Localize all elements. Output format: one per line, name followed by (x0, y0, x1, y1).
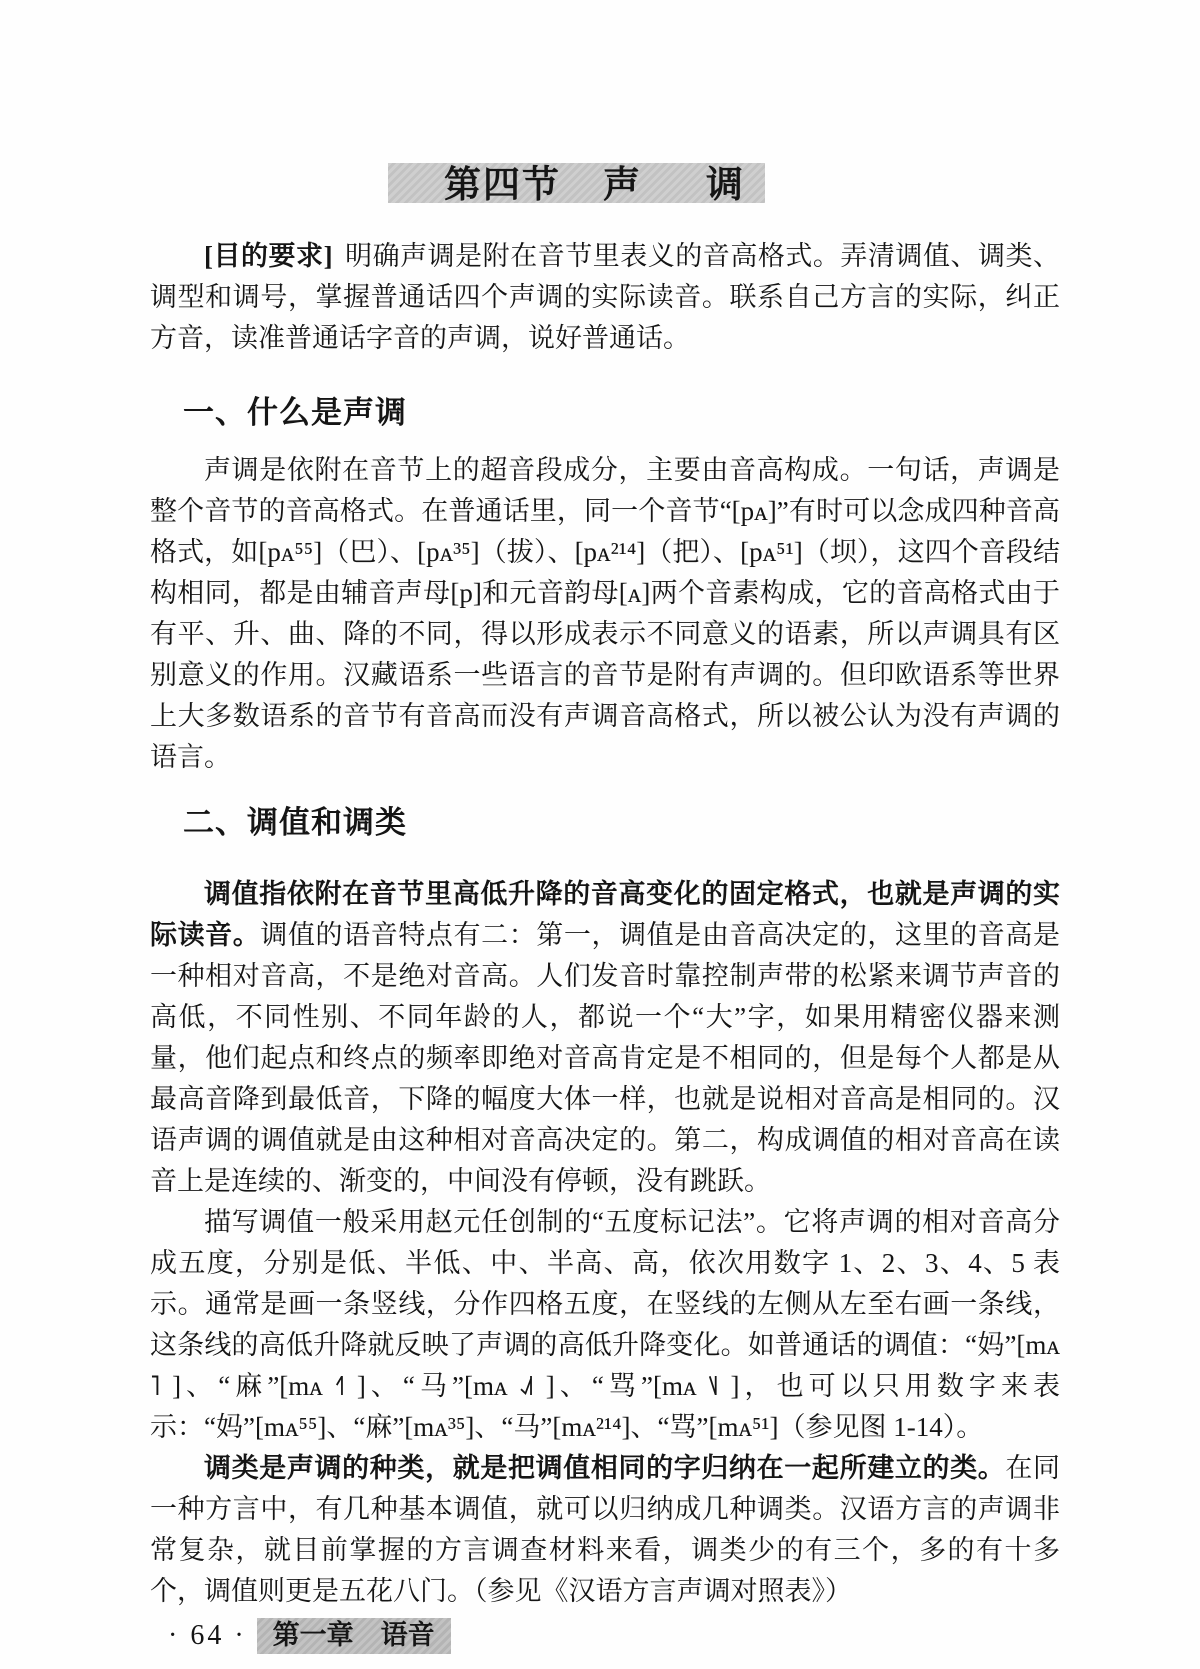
page-number: · 64 · (168, 1620, 247, 1651)
section-title-band (388, 163, 765, 206)
tone-class-definition-bold: 调类是声调的种类，就是把调值相同的字归纳在一起所建立的类。 (204, 1453, 1006, 1483)
tone-value-definition-bold: 调值指依附在音节里高低升降的音高变化的固定格式，也就是声调的实际读音。 (150, 879, 1060, 950)
title-word-diao: 调 (706, 165, 745, 206)
tone-value-rest-text: 调值的语音特点有二：第一，调值是由音高决定的，这里的音高是一种相对音高，不是绝对音高。人们发音时靠控制声带的松紧来调节声音的高低，不同性别、不同年龄的人，都说一个“大”字，如果用精密仪器来测量，他们起点和终点的频率即绝对音高肯定是不相同的，但是每个人都是从最高音降到最低音，下降的幅度大体一样，也就是说相对音高是相同的。汉语声调的调值就是由这种相对音高决定的。第二，构成调值的相对音高在读音上是连续的、渐变的，中间没有停顿，没有跳跃。 (150, 920, 1060, 1196)
chapter-badge: 第一章 语音 (257, 1618, 451, 1654)
title-word-sheng: 声 (603, 165, 642, 206)
paragraph-tone-class (150, 1448, 1060, 1612)
paragraph-five-degree-notation: 描写调值一般采用赵元任创制的“五度标记法”。它将声调的相对音高分成五度，分别是低、半低、中、半高、高，依次用数字 1、2、3、4、5 表示。通常是画一条竖线，分作四格五度，在竖线的左侧从左至右画一条线，这条线的高低升降就反映了声调的高低升降变化。如普通话的调值：“妈”[mᴀ ˥ ]、“麻”[mᴀ ˧˥ ]、“马”[mᴀ ˨˩˦ ]、“骂”[mᴀ ˥˩ ]，也可以只用数字来表示：“妈”[mᴀ⁵⁵]、“麻”[mᴀ³⁵]、“马”[mᴀ²¹⁴]、“骂”[mᴀ⁵¹]（参见图 1-14）。 (150, 1207, 1060, 1442)
heading-what-is-tone: 一、什么是声调 (183, 395, 407, 430)
objective-label: [目的要求] (204, 241, 333, 271)
tone-class-rest-text: 在同一种方言中，有几种基本调值，就可以归纳成几种调类。汉语方言的声调非常复杂，就目前掌握的方言调查材料来看，调类少的有三个，多的有十多个，调值则更是五花八门。（参见《汉语方言声调对照表》） (150, 1453, 1061, 1606)
section-number: 第四节 (444, 165, 561, 206)
paragraph-tone-intro: 声调是依附在音节上的超音段成分，主要由音高构成。一句话，声调是整个音节的音高格式。在普通话里，同一个音节“[pᴀ]”有时可以念成四种音高格式，如[pᴀ⁵⁵]（巴）、[pᴀ³⁵]（拔）、[pᴀ²¹⁴]（把）、[pᴀ⁵¹]（坝），这四个音段结构相同，都是由辅音声母[p]和元音韵母[ᴀ]两个音素构成，它的音高格式由于有平、升、曲、降的不同，得以形成表示不同意义的语素，所以声调具有区别意义的作用。汉藏语系一些语言的音节是附有声调的。但印欧语系等世界上大多数语系的音节有音高而没有声调音高格式，所以被公认为没有声调的语言。 (150, 455, 1060, 772)
heading-tone-value-and-class: 二、调值和调类 (183, 805, 407, 840)
objective-text: 明确声调是附在音节里表义的音高格式。弄清调值、调类、调型和调号，掌握普通话四个声调的实际读音。联系自己方言的实际，纠正方音，读准普通话字音的声调，说好普通话。 (150, 241, 1061, 353)
objective-paragraph (150, 236, 1060, 359)
page-footer (168, 1618, 1060, 1654)
paragraph-tone-value (150, 874, 1060, 1202)
page-title (388, 166, 765, 206)
page-content (150, 236, 1060, 1654)
